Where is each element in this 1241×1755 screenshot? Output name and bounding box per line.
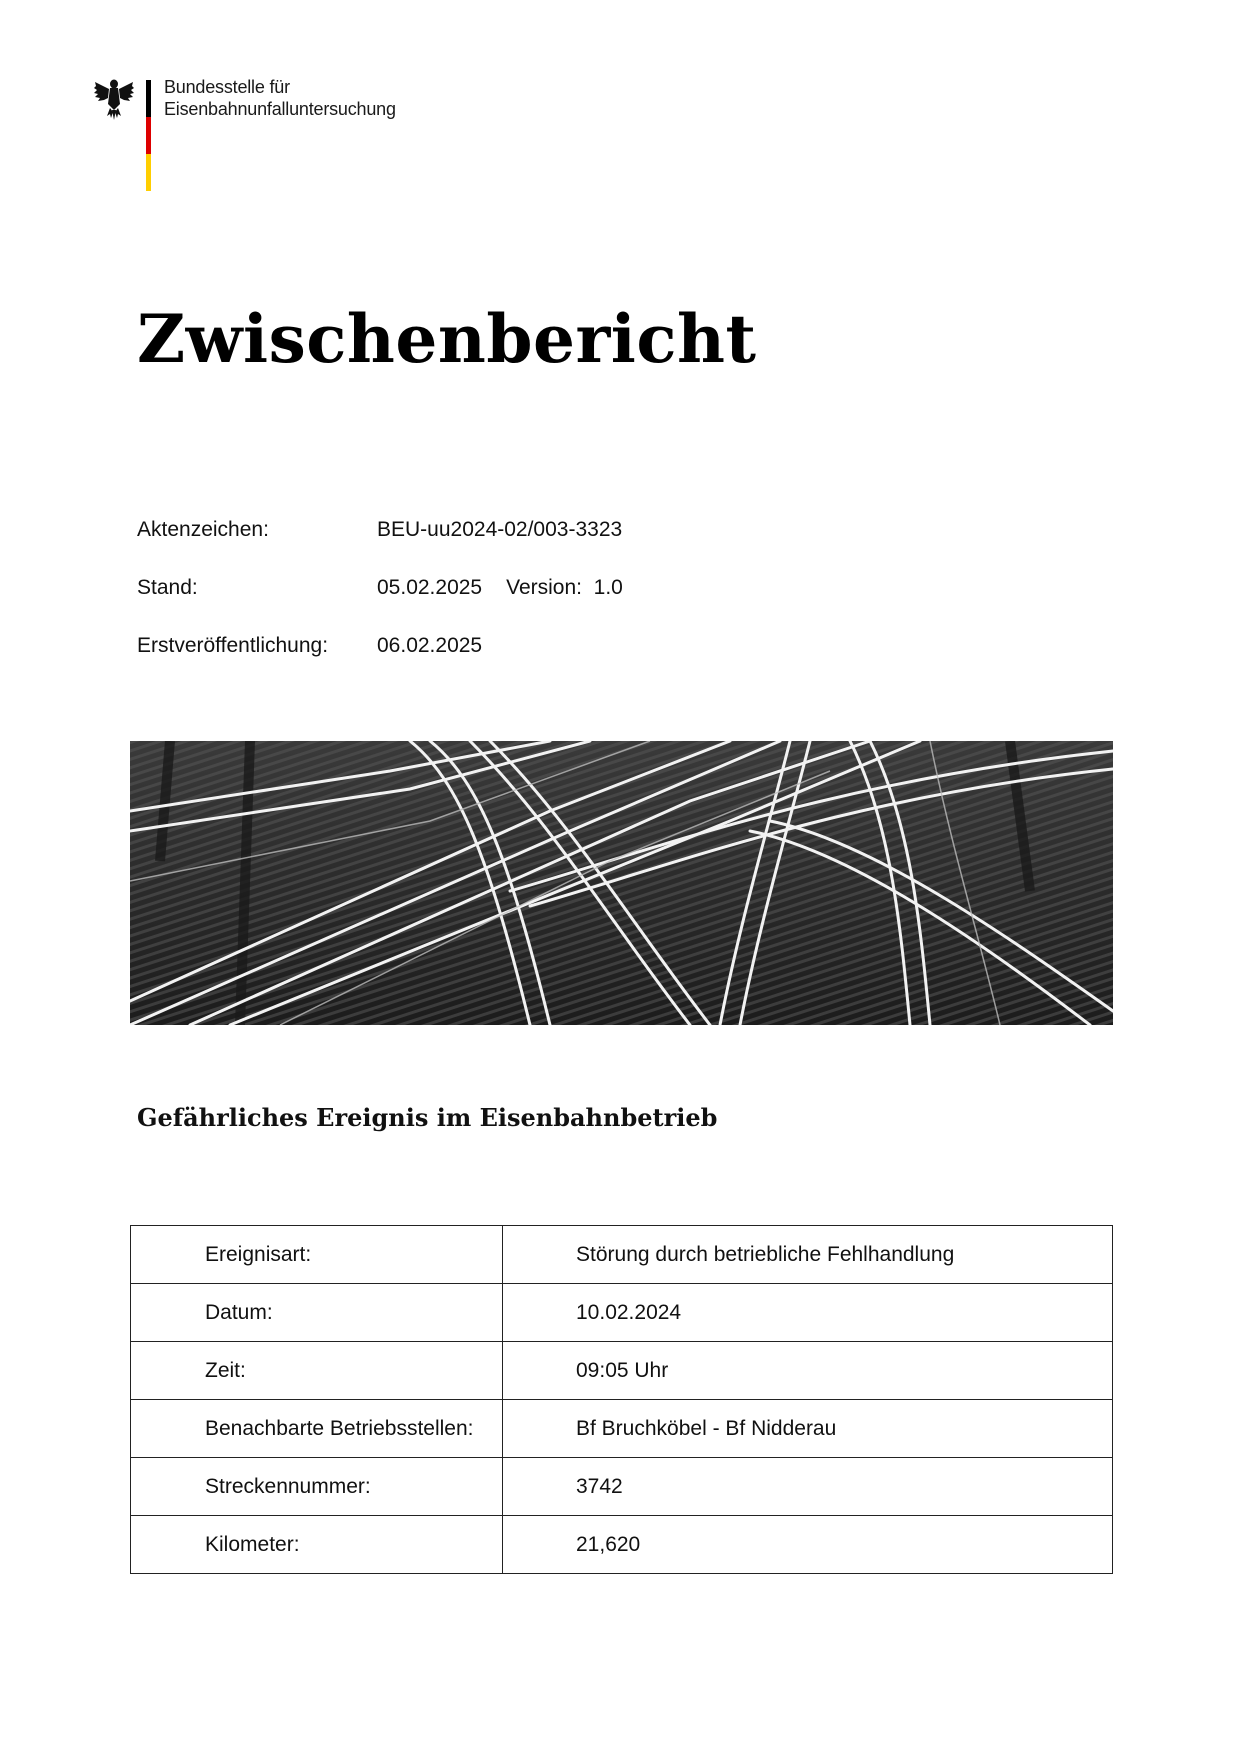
railway-tracks-illustration [130, 741, 1113, 1025]
version-label: Version: [506, 576, 582, 599]
row-value: 09:05 Uhr [503, 1342, 1113, 1400]
erstveroeffentlichung-value: 06.02.2025 [377, 634, 483, 657]
row-label: Benachbarte Betriebsstellen: [131, 1400, 503, 1458]
table-row [131, 1400, 1113, 1458]
table-row [131, 1516, 1113, 1574]
federal-eagle-icon [92, 76, 136, 120]
stand-value [377, 576, 623, 600]
event-details-table [130, 1225, 1113, 1574]
row-value: 10.02.2024 [503, 1284, 1113, 1342]
erstveroeffentlichung-label: Erstveröffentlichung: [137, 634, 329, 657]
flag-bar [146, 80, 151, 191]
row-value: Störung durch betriebliche Fehlhandlung [503, 1226, 1113, 1284]
version-value: 1.0 [593, 576, 623, 599]
row-label: Datum: [131, 1284, 503, 1342]
org-line-2: Eisenbahnunfalluntersuchung [164, 99, 396, 119]
row-label: Ereignisart: [131, 1226, 503, 1284]
row-value: Bf Bruchköbel - Bf Nidderau [503, 1400, 1113, 1458]
aktenzeichen-value: BEU-uu2024-02/003-3323 [377, 518, 623, 541]
logo [92, 76, 412, 191]
stand-date: 05.02.2025 [377, 576, 483, 599]
aktenzeichen-label: Aktenzeichen: [137, 518, 269, 541]
row-label: Kilometer: [131, 1516, 503, 1574]
table-row [131, 1226, 1113, 1284]
page-title: Zwischenbericht [137, 300, 757, 378]
row-value: 21,620 [503, 1516, 1113, 1574]
event-type-heading: Gefährliches Ereignis im Eisenbahnbetrieb [137, 1103, 718, 1132]
table-row [131, 1342, 1113, 1400]
table-row [131, 1284, 1113, 1342]
table-row [131, 1458, 1113, 1516]
row-label: Zeit: [131, 1342, 503, 1400]
row-value: 3742 [503, 1458, 1113, 1516]
row-label: Streckennummer: [131, 1458, 503, 1516]
org-line-1: Bundesstelle für [164, 77, 290, 97]
organization-name [164, 76, 396, 120]
railway-tracks-image [130, 741, 1113, 1025]
stand-label: Stand: [137, 576, 198, 599]
